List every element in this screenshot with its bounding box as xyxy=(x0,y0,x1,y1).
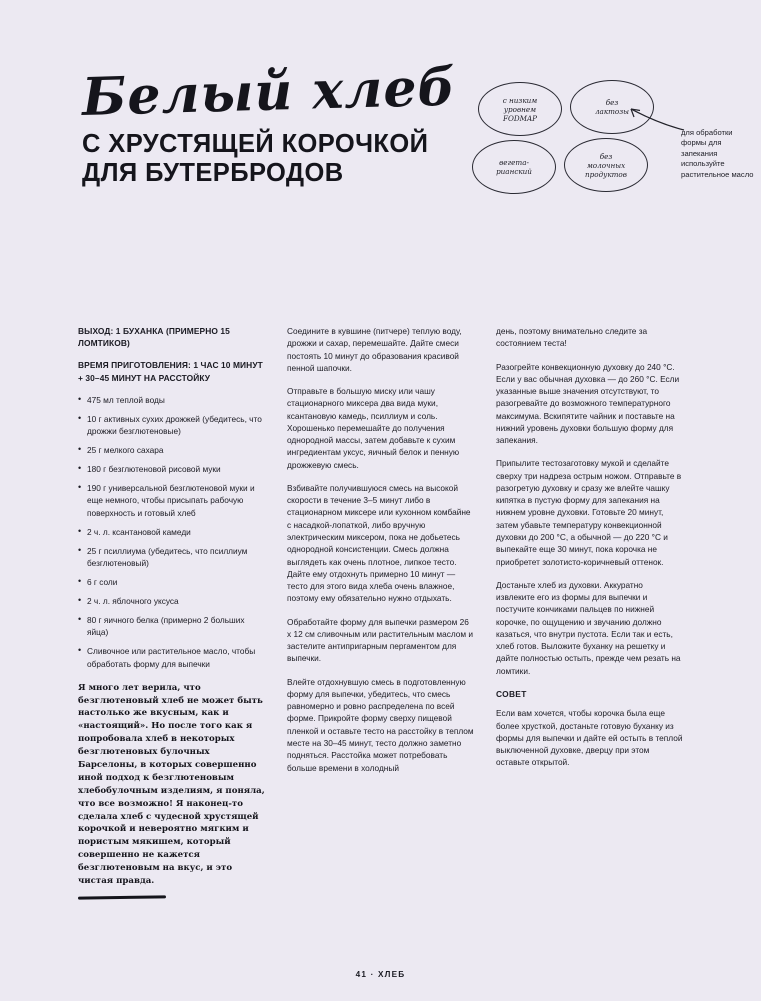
method-paragraph: Припылите тестозаготовку мукой и сделайте сверху три надреза острым ножом. Отправьте в разогретую духовку и сразу же влейте чашку кипятка в пустую форму для запекания на нижнем уровне духовки. Готовьте 20 минут, затем убавьте температуру конвекционной духовки до 200 °С, а обычной — до 220 °С и выпекайте еще 30 минут, пока корочка не приобретет золотисто-коричневый оттенок. xyxy=(496,458,682,567)
badge-line: без xyxy=(605,98,619,107)
badge-line: без xyxy=(599,151,613,161)
list-item: • 180 г безглютеновой рисовой муки xyxy=(78,463,265,475)
tip-text: Если вам хочется, чтобы корочка была еще более хрусткой, достаньте готовую буханку из формы для выпечки и дайте ей остыть в теплой выключенной духовке, дверцу при этом оставьте открытой. xyxy=(496,708,683,768)
list-item: • 10 г активных сухих дрожжей (убедитесь, что дрожжи безглютеновые) xyxy=(78,413,265,437)
list-item: • 25 г псиллиума (убедитесь, что псиллиум безглютеновый) xyxy=(78,545,265,569)
underline-mark xyxy=(78,895,166,899)
list-item: • 80 г яичного белка (примерно 2 больших яйца) xyxy=(78,614,265,638)
badge-group xyxy=(470,78,670,208)
badge-low-fodmap xyxy=(478,82,562,136)
page-subtitle-line2: ДЛЯ БУТЕРБРОДОВ xyxy=(82,158,344,187)
badge-line: молочных xyxy=(586,160,626,170)
list-item: • 190 г универсальной безглютеновой муки и еще немного, чтобы присыпать рабочую поверхность и готовый хлеб xyxy=(78,482,265,518)
time-label: ВРЕМЯ ПРИГОТОВЛЕНИЯ: 1 ЧАС 10 МИНУТ + 30–45 МИНУТ НА РАССТОЙКУ xyxy=(78,360,263,383)
badge-line: уровнем xyxy=(503,104,537,114)
ingredient-list xyxy=(78,394,265,670)
badge-vegetarian xyxy=(472,140,556,194)
method-paragraph: Достаньте хлеб из духовки. Аккуратно извлеките его из формы для выпечки и постучите кончиками пальцев по нижней корочке, по ощущению и звучанию должно казаться, что внутри пустота. Если так и есть, хлеб готов. Выложите буханку на решетку и дайте полностью остыть, прежде чем резать на ломтики. xyxy=(496,579,681,676)
list-item: • 6 г соли xyxy=(78,576,265,588)
method-paragraph: Разогрейте конвекционную духовку до 240 °С. Если у вас обычная духовка — до 260 °С. Если указанные выше значения отсутствуют, то разогревайте до возможного температурного максимума. Вскипятите чайник и поставьте на нижний уровень духовки большую форму для запекания. xyxy=(496,361,680,446)
list-item: • Сливочное или растительное масло, чтобы обработать форму для выпечки xyxy=(78,645,265,669)
badge-line: продуктов xyxy=(585,169,627,179)
arrow-icon xyxy=(628,106,686,132)
list-item: • 2 ч. л. ксантановой камеди xyxy=(78,526,265,538)
badge-line: с низким xyxy=(502,95,538,105)
tip-title: СОВЕТ xyxy=(496,688,527,699)
method-paragraph: день, поэтому внимательно следите за состоянием теста! xyxy=(496,326,648,349)
badge-dairy-free xyxy=(564,138,648,192)
badge-line: рианский xyxy=(496,167,532,176)
badge-line: FODMAP xyxy=(502,113,537,123)
method-paragraph: Отправьте в большую миску или чашу стационарного миксера два вида муки, ксантановую камедь, псиллиум и соль. Хорошенько перемешайте до получения однородной массы, затем добавьте к сухим ингредиентам уксус, яичный белок и пенную дрожжевую смесь. xyxy=(287,386,460,470)
title-block xyxy=(81,56,502,187)
content-columns xyxy=(78,325,684,899)
page-subtitle xyxy=(82,130,502,187)
column-method-1 xyxy=(287,325,474,899)
page-footer: 41 · ХЛЕБ xyxy=(355,970,406,979)
page-subtitle-line1: С ХРУСТЯЩЕЙ КОРОЧКОЙ xyxy=(82,130,429,158)
yield-label: ВЫХОД: 1 БУХАНКА (ПРИМЕРНО 15 ЛОМТИКОВ) xyxy=(78,326,230,349)
method-paragraph: Взбивайте получившуюся смесь на высокой скорости в течение 3–5 минут либо в стационарном миксере или кухонном комбайне с насадкой-лопаткой, либо вручную электрическим миксером, пока не добьетесь однородной консистенции. Смесь должна выглядеть как очень плотное, липкое тесто. Дайте ему отдохнуть примерно 10 минут — тесто для этого вида хлеба очень влажное, поэтому ему обязательно нужно отдыхать. xyxy=(287,482,471,604)
method-paragraph: Соедините в кувшине (питчере) теплую воду, дрожжи и сахар, перемешайте. Дайте смеси постоять 10 минут до образования красивой пенной шапочки. xyxy=(287,326,462,373)
column-ingredients xyxy=(78,325,265,899)
badge-line: лактозы xyxy=(594,107,630,116)
column-method-2 xyxy=(496,325,683,899)
list-item: • 475 мл теплой воды xyxy=(78,394,265,406)
page-title: Белый хлеб xyxy=(81,56,457,128)
badge-line: вегета- xyxy=(499,158,529,167)
list-item: • 2 ч. л. яблочного уксуса xyxy=(78,595,265,607)
list-item: • 25 г мелкого сахара xyxy=(78,444,265,456)
author-note: Я много лет верила, что безглютеновый хлеб не может быть настолько же вкусным, как и «настоящий». Но после того как я попробовала хлеб в некоторых безглютеновых булочных Барселоны, в которых совершенно иной подход к безглютеновым хлебобулочным изделиям, я поняла, что все возможно! Я наконец-то сделала хлеб с чудесной хрустящей корочкой и невероятно мягким и пористым мякишем, который совершенно не кажется безглютеновым на вкус, и это чистая правда. xyxy=(78,682,265,886)
method-paragraph: Влейте отдохнувшую смесь в подготовленную форму для выпечки, убедитесь, что смесь равномерно и ровно распределена по всей форме. Прикройте форму сверху пищевой пленкой и оставьте тесто на расстойку в теплом месте на 30–45 минут, тесто должно заметно подняться. Расстойка может потребовать больше времени в холодный xyxy=(287,676,474,773)
badge-note: для обработки формы для запекания используйте растительное масло xyxy=(681,128,754,179)
method-paragraph: Обработайте форму для выпечки размером 26 х 12 см сливочным или растительным маслом и застелите антипригарным пергаментом для выпечки. xyxy=(287,616,474,664)
